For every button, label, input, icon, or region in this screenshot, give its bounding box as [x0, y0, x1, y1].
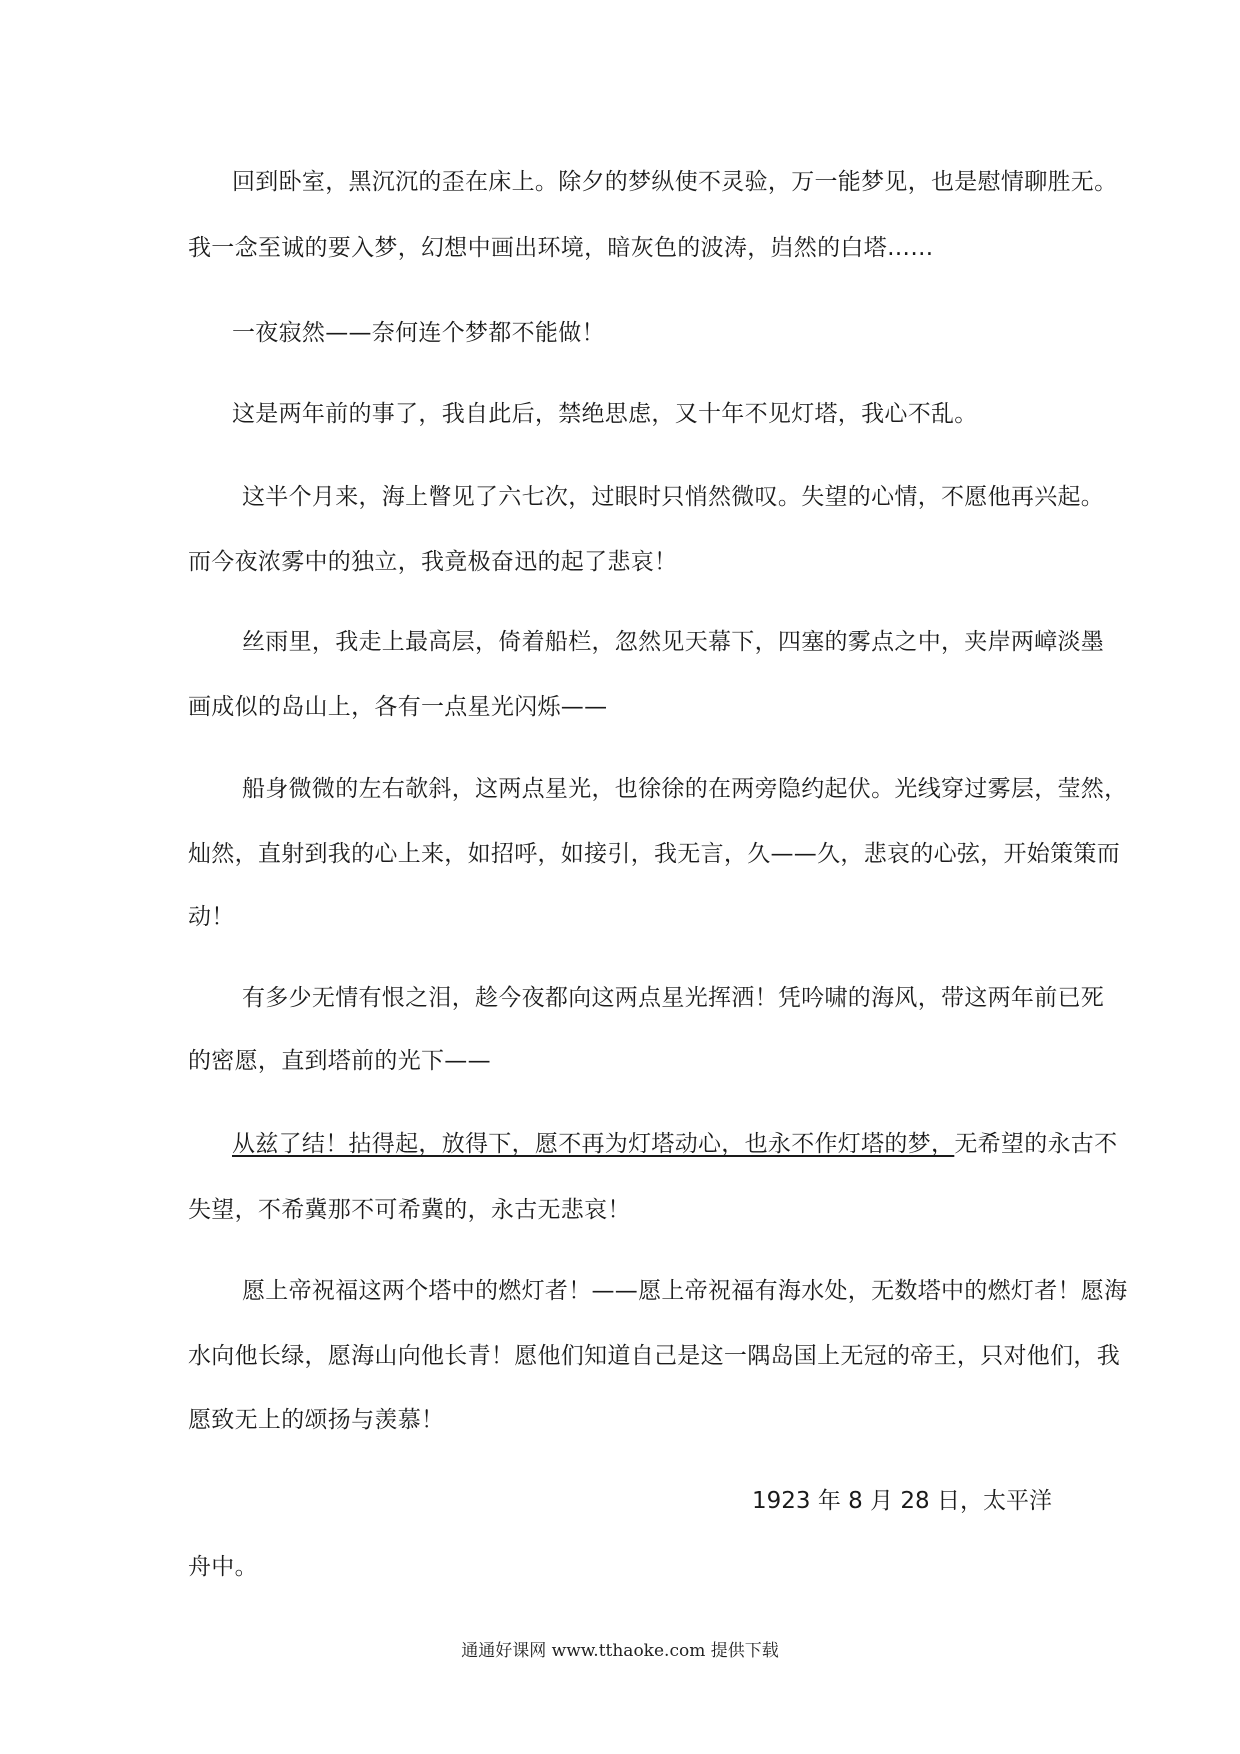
paragraph-line: 丝雨里，我走上最高层，倚着船栏，忽然见天幕下，四塞的雾点之中，夹岸两嶂淡墨	[242, 629, 1105, 655]
date-line: 1923 年 8 月 28 日，太平洋	[752, 1488, 1052, 1514]
paragraph-line: 愿致无上的颂扬与羡慕！	[188, 1407, 445, 1433]
paragraph-line: 有多少无情有恨之泪，趁今夜都向这两点星光挥洒！凭吟啸的海风，带这两年前已死	[242, 985, 1105, 1011]
paragraph-line: 动！	[188, 904, 235, 930]
paragraph-line: 回到卧室，黑沉沉的歪在床上。除夕的梦纵使不灵验，万一能梦见，也是慰情聊胜无。	[232, 169, 1118, 195]
paragraph-line: 画成似的岛山上，各有一点星光闪烁——	[188, 694, 608, 720]
paragraph-line: 灿然，直射到我的心上来，如招呼，如接引，我无言，久——久，悲哀的心弦，开始策策而	[188, 841, 1120, 867]
paragraph-line: 船身微微的左右欹斜，这两点星光，也徐徐的在两旁隐约起伏。光线穿过雾层，莹然，	[242, 776, 1128, 802]
paragraph-text: 无希望的永古不	[954, 1131, 1118, 1157]
paragraph-line: 失望，不希冀那不可希冀的，永古无悲哀！	[188, 1197, 631, 1223]
paragraph-line: 这是两年前的事了，我自此后，禁绝思虑，又十年不见灯塔，我心不乱。	[232, 401, 978, 427]
paragraph-line: 这半个月来，海上瞥见了六七次，过眼时只悄然微叹。失望的心情，不愿他再兴起。	[242, 484, 1105, 510]
paragraph-line	[0, 1129, 1240, 1159]
paragraph-line: 愿上帝祝福这两个塔中的燃灯者！——愿上帝祝福有海水处，无数塔中的燃灯者！愿海	[242, 1278, 1128, 1304]
paragraph-line: 水向他长绿，愿海山向他长青！愿他们知道自己是这一隅岛国上无冠的帝王，只对他们，我	[188, 1343, 1120, 1369]
paragraph-line: 我一念至诚的要入梦，幻想中画出环境，暗灰色的波涛，岿然的白塔……	[188, 235, 934, 261]
page-footer: 通通好课网 www.tthaoke.com 提供下载	[461, 1641, 779, 1661]
date-line-continuation: 舟中。	[188, 1554, 258, 1580]
underlined-text: 从兹了结！拈得起，放得下，愿不再为灯塔动心，也永不作灯塔的梦，	[232, 1131, 955, 1157]
paragraph-line: 而今夜浓雾中的独立，我竟极奋迅的起了悲哀！	[188, 549, 678, 575]
paragraph-line: 一夜寂然——奈何连个梦都不能做！	[232, 320, 605, 346]
paragraph-line: 的密愿，直到塔前的光下——	[188, 1048, 491, 1074]
